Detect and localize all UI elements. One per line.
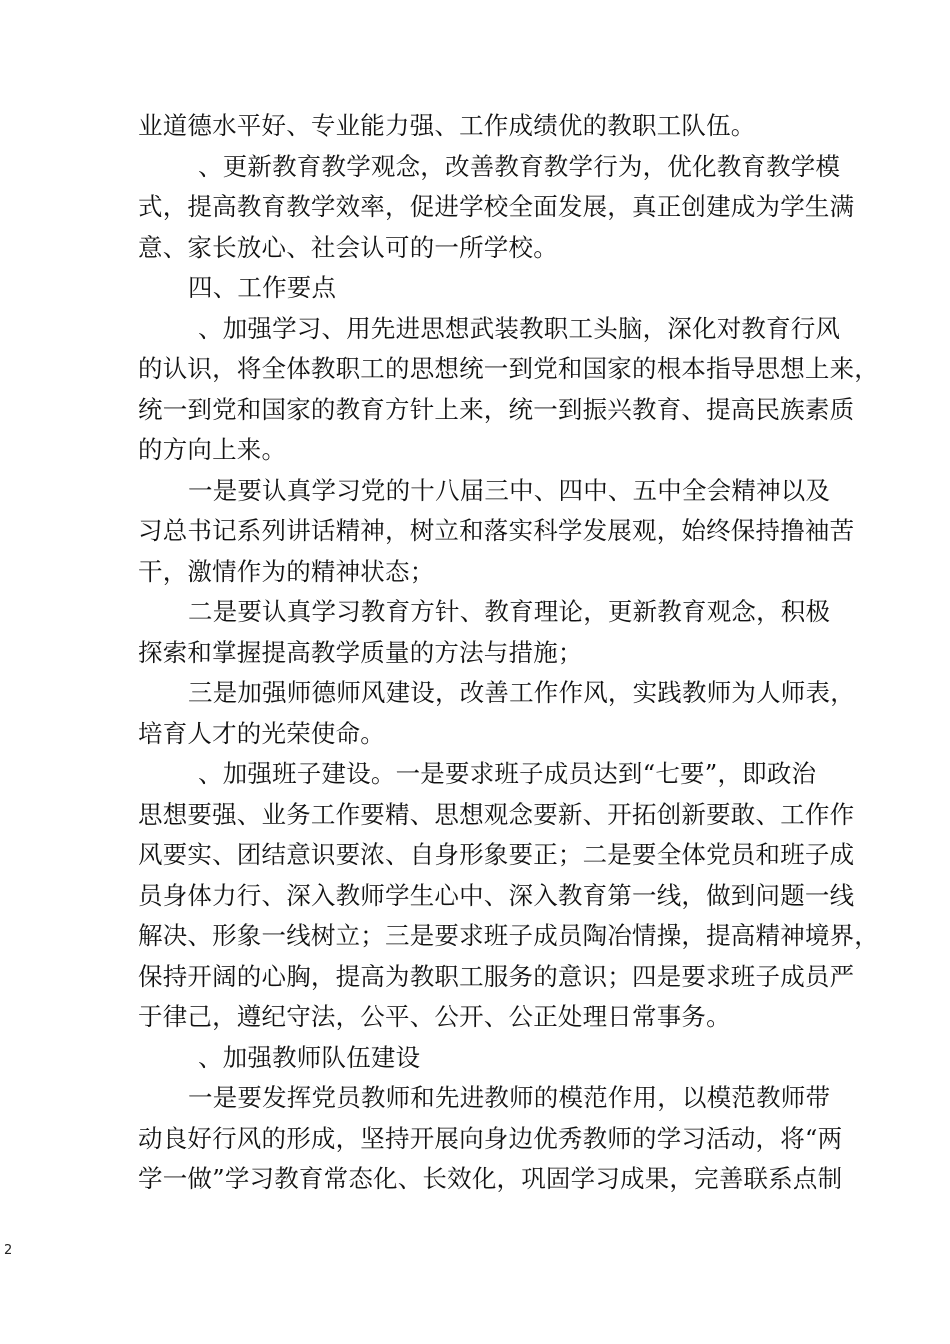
text-line: 、加强学习、用先进思想武装教职工头脑，深化对教育行风 [198,313,841,343]
text-line: 培育人才的光荣使命。 [138,718,385,748]
text-line: 的认识，将全体教职工的思想统一到党和国家的根本指导思想上来， [138,354,879,383]
text-line: 习总书记系列讲话精神，树立和落实科学发展观，始终保持撸袖苦 [138,516,855,545]
text-line: 学一做”学习教育常态化、长效化，巩固学习成果，完善联系点制 [138,1164,843,1193]
text-line: 探索和掌握提高教学质量的方法与措施； [138,637,583,667]
text-line: 员身体力行、深入教师学生心中、深入教育第一线，做到问题一线 [138,880,855,910]
text-line: 的方向上来。 [138,435,287,464]
text-line: 三是加强师德师风建设，改善工作作风，实践教师为人师表， [188,678,855,707]
text-line: 、加强班子建设。一是要求班子成员达到“七要”，即政治 [198,759,817,788]
text-line: 风要实、团结意识要浓、自身形象要正；二是要全体党员和班子成 [138,840,855,869]
text-line: 于律己，遵纪守法，公平、公开、公正处理日常事务。 [138,1002,731,1031]
body-text [138,106,879,1200]
text-line: 一是要发挥党员教师和先进教师的模范作用，以模范教师带 [188,1083,831,1112]
text-line: 一是要认真学习党的十八届三中、四中、五中全会精神以及 [188,475,831,505]
text-line: 干，激情作为的精神状态； [138,556,435,586]
text-line: 二是要认真学习教育方针、教育理论，更新教育观念，积极 [188,597,831,626]
text-line: 思想要强、业务工作要精、思想观念要新、开拓创新要敢、工作作 [138,799,855,829]
text-line: 式，提高教育教学效率，促进学校全面发展，真正创建成为学生满 [138,192,855,221]
text-line: 保持开阔的心胸，提高为教职工服务的意识；四是要求班子成员严 [138,961,855,991]
text-line: 解决、形象一线树立；三是要求班子成员陶冶情操，提高精神境界， [138,921,879,950]
text-line: 动良好行风的形成，坚持开展向身边优秀教师的学习活动，将“两 [138,1123,843,1153]
text-line: 统一到党和国家的教育方针上来，统一到振兴教育、提高民族素质 [138,394,855,424]
text-line: 意、家长放心、社会认可的一所学校。 [138,232,558,262]
text-line: 、更新教育教学观念，改善教育教学行为，优化教育教学模 [198,151,841,181]
text-line: 四、工作要点 [188,273,337,302]
text-line: 业道德水平好、专业能力强、工作成绩优的教职工队伍。 [138,111,756,140]
text-line: 、加强教师队伍建设 [198,1042,421,1072]
page-number: 2 [4,1243,13,1258]
